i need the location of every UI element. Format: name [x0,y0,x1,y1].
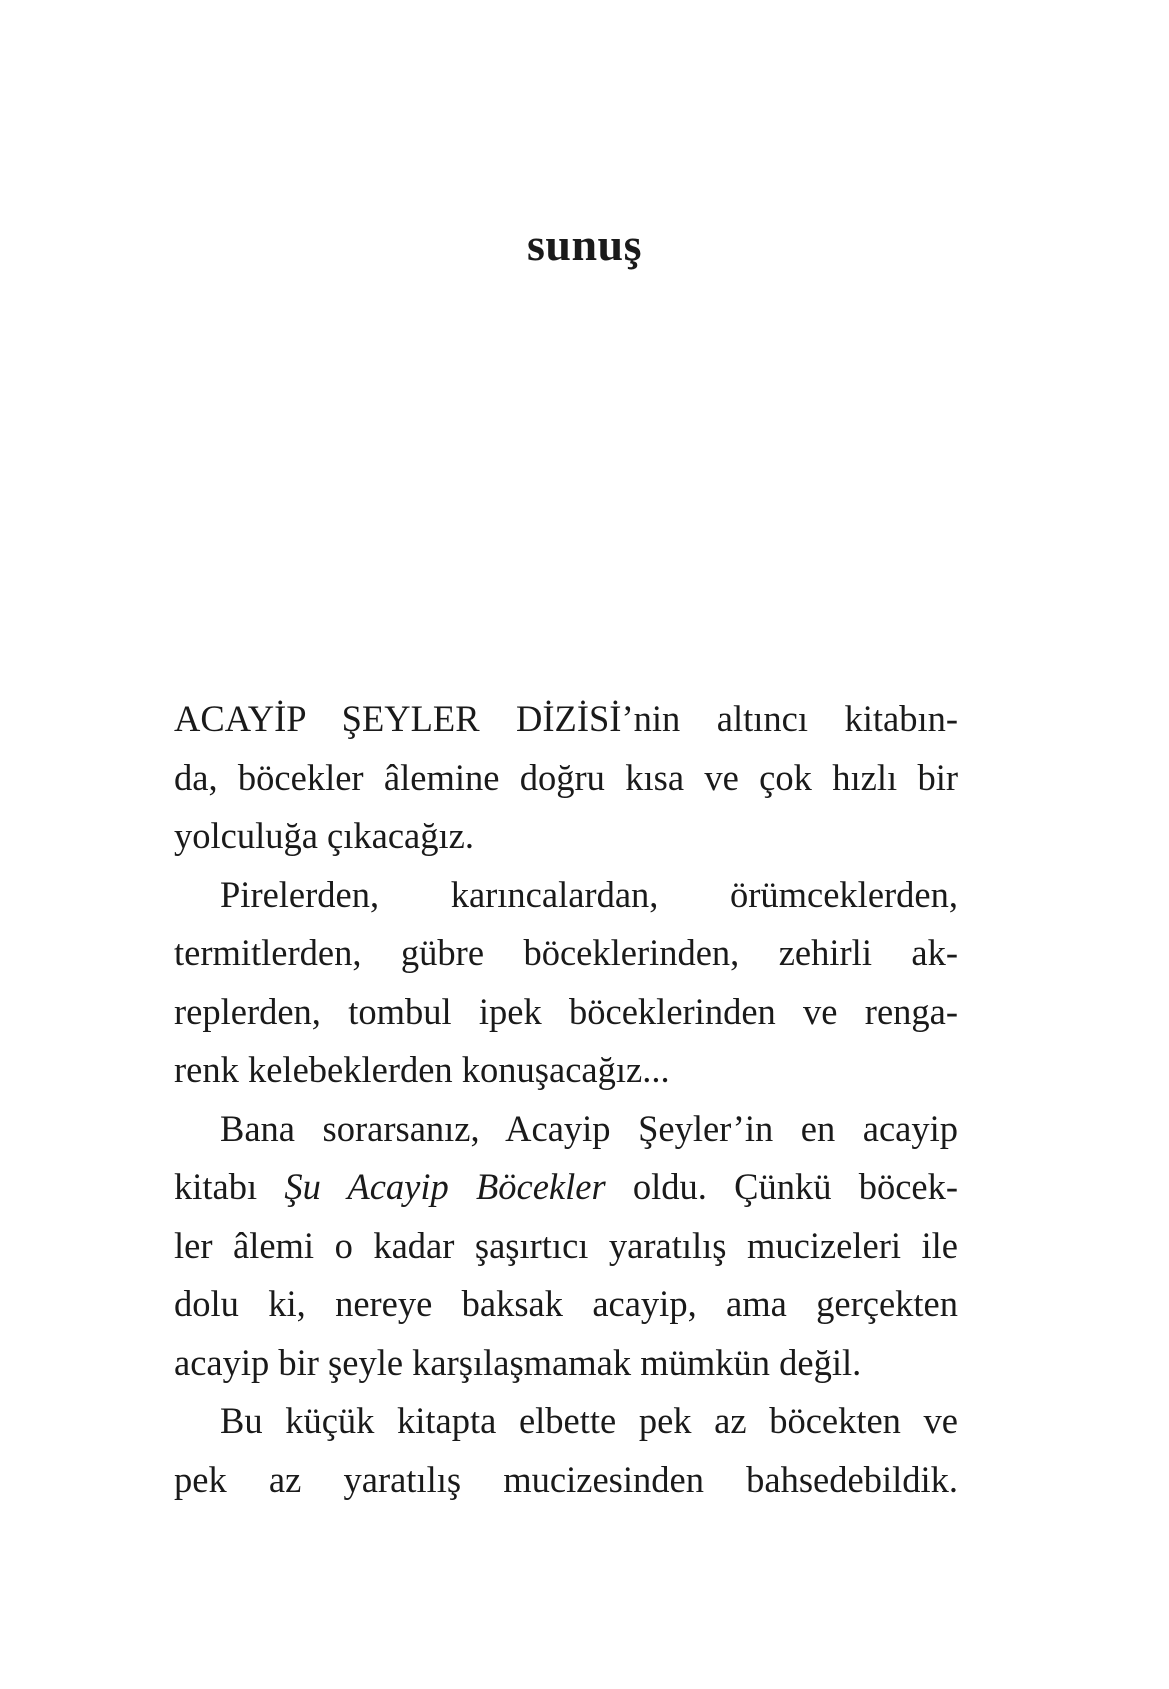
text-line [174,1158,958,1217]
text-fragment: kitabı [174,1166,285,1207]
paragraph [174,1100,958,1393]
paragraph [174,866,958,1100]
text-line: dolu ki, nereye baksak acayip, ama gerçekten [174,1283,958,1324]
text-line: ler âlemi o kadar şaşırtıcı yaratılış mucizeleri ile [174,1224,958,1266]
text-line: yolculuğa çıkacağız. [174,815,474,856]
text-line: acayip bir şeyle karşılaşmamak mümkün değil. [174,1341,862,1383]
text-line: Pirelerden, karıncalardan, örümceklerden, [220,873,958,915]
text-line: pek az yaratılış mucizesinden bahsedebildik. [174,1458,958,1500]
paragraph [174,690,958,866]
text-fragment: oldu. Çünkü böcek- [605,1166,959,1207]
text-line: Bana sorarsanız, Acayip Şeyler’in en acayip [220,1107,958,1149]
chapter-title: sunuş [526,219,643,270]
body-text [174,690,958,1509]
text-line: termitlerden, gübre böceklerinden, zehirli ak- [174,932,958,973]
text-line: renk kelebeklerden konuşacağız... [174,1049,670,1090]
text-line: da, böcekler âlemine doğru kısa ve çok hızlı bir [174,756,958,798]
text-line: Bu küçük kitapta elbette pek az böcekten ve [220,1400,958,1441]
book-title-italic: Şu Acayip Böcekler [284,1166,606,1207]
text-line: ACAYİP ŞEYLER DİZİSİ’nin altıncı kitabın- [174,698,958,739]
paragraph [174,1392,958,1509]
text-line: replerden, tombul ipek böceklerinden ve renga- [174,990,958,1032]
